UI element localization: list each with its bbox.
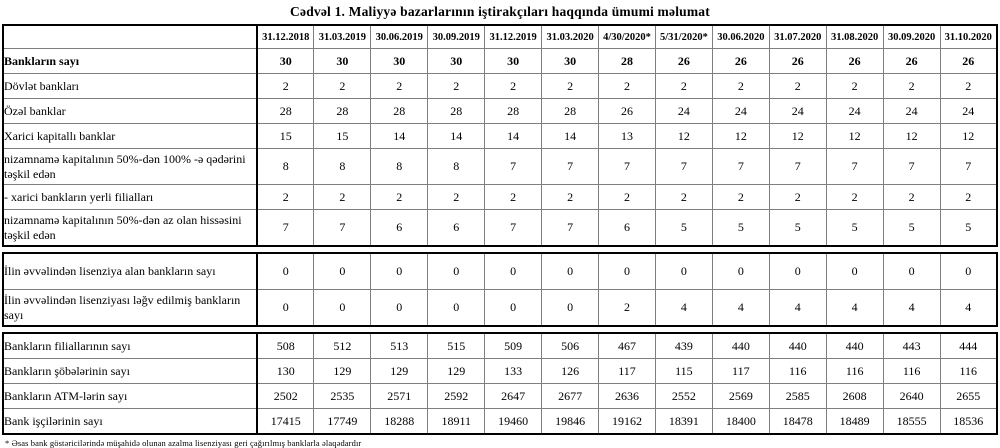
data-cell: 26: [826, 49, 883, 74]
data-cell: 7: [940, 149, 997, 185]
data-cell: 6: [599, 210, 656, 247]
data-cell: 7: [485, 149, 542, 185]
data-cell: 2608: [826, 384, 883, 409]
data-cell: 12: [712, 124, 769, 149]
column-header-date: 31.10.2020: [940, 25, 997, 49]
data-cell: 2: [314, 74, 371, 99]
data-cell: 15: [314, 124, 371, 149]
table-row: [3, 384, 997, 409]
row-label: Dövlət bankları: [3, 74, 257, 99]
data-cell: 129: [428, 359, 485, 384]
table-row: [3, 149, 997, 185]
header-corner-cell: [3, 25, 257, 49]
data-cell: 5: [769, 210, 826, 247]
data-cell: 7: [712, 149, 769, 185]
data-cell: 0: [428, 253, 485, 290]
data-cell: 2: [883, 74, 940, 99]
data-cell: 0: [371, 290, 428, 327]
data-cell: 440: [769, 333, 826, 359]
data-cell: 7: [485, 210, 542, 247]
column-header-date: 30.06.2019: [371, 25, 428, 49]
data-cell: 0: [371, 253, 428, 290]
data-cell: 18555: [883, 409, 940, 435]
table-section-1: [2, 24, 998, 247]
table-row: [3, 99, 997, 124]
footnote: * Əsas bank göstəricilərində müşahidə olunan azalma lisenziyası geri çağırılmış banklarla əlaqədardır: [5, 438, 362, 448]
table-section-2: [2, 252, 998, 327]
data-cell: 2: [542, 74, 599, 99]
financial-participants-table: [2, 24, 998, 435]
data-cell: 2640: [883, 384, 940, 409]
row-label: İlin əvvəlindən lisenziya alan bankların sayı: [3, 253, 257, 290]
data-cell: 18536: [940, 409, 997, 435]
column-header-date: 31.03.2019: [314, 25, 371, 49]
data-cell: 2: [940, 74, 997, 99]
data-cell: 2: [542, 185, 599, 210]
data-cell: 2535: [314, 384, 371, 409]
data-cell: 13: [599, 124, 656, 149]
data-cell: 6: [428, 210, 485, 247]
table-row: [3, 74, 997, 99]
data-cell: 12: [769, 124, 826, 149]
column-header-date: 31.03.2020: [542, 25, 599, 49]
data-cell: 116: [883, 359, 940, 384]
data-cell: 0: [485, 290, 542, 327]
data-cell: 2: [599, 290, 656, 327]
data-cell: 2: [599, 185, 656, 210]
data-cell: 12: [940, 124, 997, 149]
row-label: Xarici kapitallı banklar: [3, 124, 257, 149]
data-cell: 14: [428, 124, 485, 149]
table-row: [3, 49, 997, 74]
data-cell: 2647: [485, 384, 542, 409]
data-cell: 8: [257, 149, 314, 185]
data-cell: 133: [485, 359, 542, 384]
data-cell: 2552: [655, 384, 712, 409]
data-cell: 5: [712, 210, 769, 247]
data-cell: 509: [485, 333, 542, 359]
data-cell: 0: [599, 253, 656, 290]
data-cell: 19460: [485, 409, 542, 435]
data-cell: 14: [542, 124, 599, 149]
table-row: [3, 124, 997, 149]
data-cell: 440: [826, 333, 883, 359]
data-cell: 28: [485, 99, 542, 124]
data-cell: 30: [485, 49, 542, 74]
column-header-date: 4/30/2020*: [599, 25, 656, 49]
data-cell: 6: [371, 210, 428, 247]
data-cell: 2585: [769, 384, 826, 409]
data-cell: 8: [428, 149, 485, 185]
data-cell: 2: [371, 74, 428, 99]
data-cell: 2: [940, 185, 997, 210]
row-label: Özəl banklar: [3, 99, 257, 124]
data-cell: 24: [712, 99, 769, 124]
data-cell: 0: [257, 290, 314, 327]
data-cell: 2: [712, 74, 769, 99]
data-cell: 18911: [428, 409, 485, 435]
data-cell: 2569: [712, 384, 769, 409]
data-cell: 116: [769, 359, 826, 384]
data-cell: 0: [485, 253, 542, 290]
data-cell: 508: [257, 333, 314, 359]
data-cell: 2: [599, 74, 656, 99]
data-cell: 2: [257, 185, 314, 210]
data-cell: 2: [257, 74, 314, 99]
table-row: [3, 290, 997, 327]
data-cell: 2: [712, 185, 769, 210]
column-header-date: 30.09.2019: [428, 25, 485, 49]
data-cell: 130: [257, 359, 314, 384]
data-cell: 117: [599, 359, 656, 384]
data-cell: 0: [712, 253, 769, 290]
column-header-date: 5/31/2020*: [655, 25, 712, 49]
data-cell: 2: [826, 74, 883, 99]
data-cell: 30: [428, 49, 485, 74]
data-cell: 2: [314, 185, 371, 210]
data-cell: 2: [655, 74, 712, 99]
column-header-date: 31.12.2019: [485, 25, 542, 49]
data-cell: 18489: [826, 409, 883, 435]
data-cell: 443: [883, 333, 940, 359]
data-cell: 4: [826, 290, 883, 327]
data-cell: 30: [314, 49, 371, 74]
data-cell: 7: [826, 149, 883, 185]
data-cell: 26: [769, 49, 826, 74]
data-cell: 18391: [655, 409, 712, 435]
data-cell: 5: [826, 210, 883, 247]
data-cell: 2592: [428, 384, 485, 409]
data-cell: 4: [655, 290, 712, 327]
row-label: Bank işçilərinin sayı: [3, 409, 257, 435]
data-cell: 0: [314, 290, 371, 327]
data-cell: 19846: [542, 409, 599, 435]
data-cell: 26: [940, 49, 997, 74]
data-cell: 28: [599, 49, 656, 74]
data-cell: 12: [883, 124, 940, 149]
data-cell: 2: [883, 185, 940, 210]
table-row: [3, 253, 997, 290]
data-cell: 2636: [599, 384, 656, 409]
data-cell: 4: [883, 290, 940, 327]
data-cell: 18288: [371, 409, 428, 435]
data-cell: 24: [655, 99, 712, 124]
data-cell: 7: [542, 210, 599, 247]
row-label: nizamnamə kapitalının 50%-dən 100% -ə qədərini təşkil edən: [3, 149, 257, 185]
data-cell: 0: [428, 290, 485, 327]
data-cell: 2: [371, 185, 428, 210]
data-cell: 129: [314, 359, 371, 384]
data-cell: 5: [940, 210, 997, 247]
data-cell: 440: [712, 333, 769, 359]
column-header-date: 31.12.2018: [257, 25, 314, 49]
row-label: Bankların şöbələrinin sayı: [3, 359, 257, 384]
row-label: Bankların sayı: [3, 49, 257, 74]
data-cell: 26: [883, 49, 940, 74]
table-row: [3, 210, 997, 247]
data-cell: 28: [542, 99, 599, 124]
data-cell: 4: [712, 290, 769, 327]
data-cell: 126: [542, 359, 599, 384]
row-label: Bankların ATM-lərin sayı: [3, 384, 257, 409]
data-cell: 12: [655, 124, 712, 149]
data-cell: 24: [883, 99, 940, 124]
data-cell: 8: [314, 149, 371, 185]
data-cell: 30: [371, 49, 428, 74]
data-cell: 2: [769, 74, 826, 99]
data-cell: 0: [542, 253, 599, 290]
data-cell: 2: [428, 185, 485, 210]
table-row: [3, 359, 997, 384]
data-cell: 129: [371, 359, 428, 384]
data-cell: 2677: [542, 384, 599, 409]
data-cell: 14: [485, 124, 542, 149]
data-cell: 116: [940, 359, 997, 384]
data-cell: 2571: [371, 384, 428, 409]
row-label: İlin əvvəlindən lisenziyası ləğv edilmiş bankların sayı: [3, 290, 257, 327]
data-cell: 28: [428, 99, 485, 124]
data-cell: 115: [655, 359, 712, 384]
data-cell: 28: [257, 99, 314, 124]
data-cell: 7: [883, 149, 940, 185]
row-label: Bankların filiallarının sayı: [3, 333, 257, 359]
data-cell: 28: [314, 99, 371, 124]
data-cell: 26: [655, 49, 712, 74]
data-cell: 2: [485, 185, 542, 210]
data-cell: 0: [257, 253, 314, 290]
data-cell: 18400: [712, 409, 769, 435]
data-cell: 0: [655, 253, 712, 290]
data-cell: 19162: [599, 409, 656, 435]
data-cell: 444: [940, 333, 997, 359]
row-label: - xarici bankların yerli filialları: [3, 185, 257, 210]
data-cell: 0: [542, 290, 599, 327]
data-cell: 7: [599, 149, 656, 185]
data-cell: 28: [371, 99, 428, 124]
data-cell: 30: [542, 49, 599, 74]
data-cell: 26: [712, 49, 769, 74]
data-cell: 12: [826, 124, 883, 149]
data-cell: 0: [826, 253, 883, 290]
data-cell: 5: [883, 210, 940, 247]
data-cell: 14: [371, 124, 428, 149]
data-cell: 4: [940, 290, 997, 327]
data-cell: 5: [655, 210, 712, 247]
data-cell: 0: [883, 253, 940, 290]
data-cell: 7: [257, 210, 314, 247]
data-cell: 2: [428, 74, 485, 99]
data-cell: 515: [428, 333, 485, 359]
data-cell: 117: [712, 359, 769, 384]
data-cell: 2: [655, 185, 712, 210]
data-cell: 7: [314, 210, 371, 247]
data-cell: 7: [769, 149, 826, 185]
data-cell: 513: [371, 333, 428, 359]
data-cell: 439: [655, 333, 712, 359]
data-cell: 7: [655, 149, 712, 185]
data-cell: 116: [826, 359, 883, 384]
data-cell: 467: [599, 333, 656, 359]
table-section-3: [2, 332, 998, 435]
data-cell: 24: [940, 99, 997, 124]
table-title: Cədvəl 1. Maliyyə bazarlarının iştirakçıları haqqında ümumi məlumat: [290, 4, 710, 19]
data-cell: 2: [485, 74, 542, 99]
column-header-date: 30.09.2020: [883, 25, 940, 49]
data-cell: 512: [314, 333, 371, 359]
data-cell: 8: [371, 149, 428, 185]
column-header-date: 30.06.2020: [712, 25, 769, 49]
column-header-date: 31.08.2020: [826, 25, 883, 49]
data-cell: 17415: [257, 409, 314, 435]
data-cell: 18478: [769, 409, 826, 435]
table-row: [3, 409, 997, 435]
data-cell: 24: [826, 99, 883, 124]
data-cell: 2655: [940, 384, 997, 409]
column-header-date: 31.07.2020: [769, 25, 826, 49]
data-cell: 0: [940, 253, 997, 290]
header-row: [3, 25, 997, 49]
data-cell: 2: [826, 185, 883, 210]
data-cell: 4: [769, 290, 826, 327]
table-row: [3, 185, 997, 210]
data-cell: 7: [542, 149, 599, 185]
data-cell: 30: [257, 49, 314, 74]
data-cell: 24: [769, 99, 826, 124]
data-cell: 2: [769, 185, 826, 210]
data-cell: 15: [257, 124, 314, 149]
table-row: [3, 333, 997, 359]
data-cell: 0: [314, 253, 371, 290]
data-cell: 17749: [314, 409, 371, 435]
data-cell: 26: [599, 99, 656, 124]
data-cell: 0: [769, 253, 826, 290]
data-cell: 2502: [257, 384, 314, 409]
data-cell: 506: [542, 333, 599, 359]
row-label: nizamnamə kapitalının 50%-dən az olan hissəsini təşkil edən: [3, 210, 257, 247]
